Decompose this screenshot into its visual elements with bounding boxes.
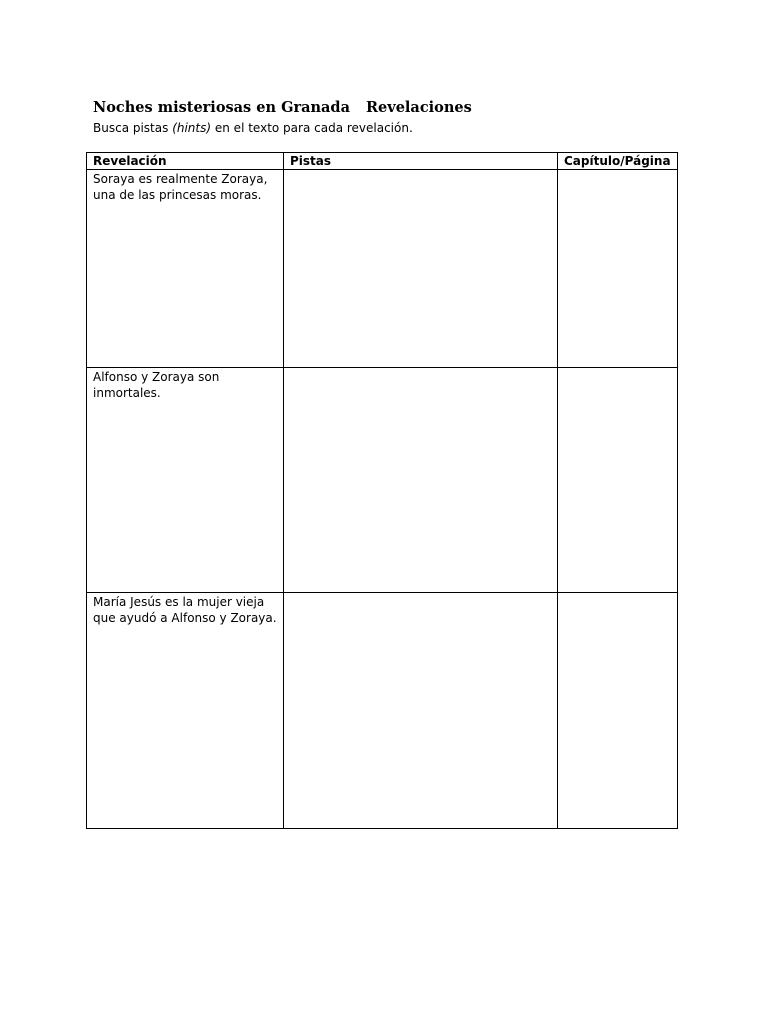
table-row [87,368,678,593]
instructions-text [93,121,413,135]
instructions-hint: (hints) [172,121,212,135]
capitulo-cell[interactable] [558,170,678,368]
revelacion-cell [87,368,284,593]
revelacion-cell [87,170,284,368]
revelacion-text-line: inmortales. [93,386,161,400]
instructions-before: Busca pistas [93,121,173,135]
revelacion-text-line: Soraya es realmente Zoraya, [93,172,268,186]
revelacion-text-line: María Jesús es la mujer vieja [93,595,265,609]
revelacion-text-line: una de las princesas moras. [93,188,262,202]
instructions-after: en el texto para cada revelación. [211,121,413,135]
worksheet-subtitle: Revelaciones [366,99,472,116]
column-header-capitulo: Capítulo/Página [558,153,678,170]
pistas-cell[interactable] [284,368,558,593]
capitulo-cell[interactable] [558,593,678,829]
revelacion-text-line: que ayudó a Alfonso y Zoraya. [93,611,277,625]
table-header-row [87,153,678,170]
revelacion-text-line: Alfonso y Zoraya son [93,370,220,384]
column-header-revelacion: Revelación [87,153,284,170]
revelacion-cell [87,593,284,829]
revelations-table [86,152,678,829]
table-row [87,170,678,368]
table-row [87,593,678,829]
pistas-cell[interactable] [284,593,558,829]
column-header-pistas: Pistas [284,153,558,170]
pistas-cell[interactable] [284,170,558,368]
capitulo-cell[interactable] [558,368,678,593]
worksheet-title: Noches misteriosas en Granada [93,99,350,116]
